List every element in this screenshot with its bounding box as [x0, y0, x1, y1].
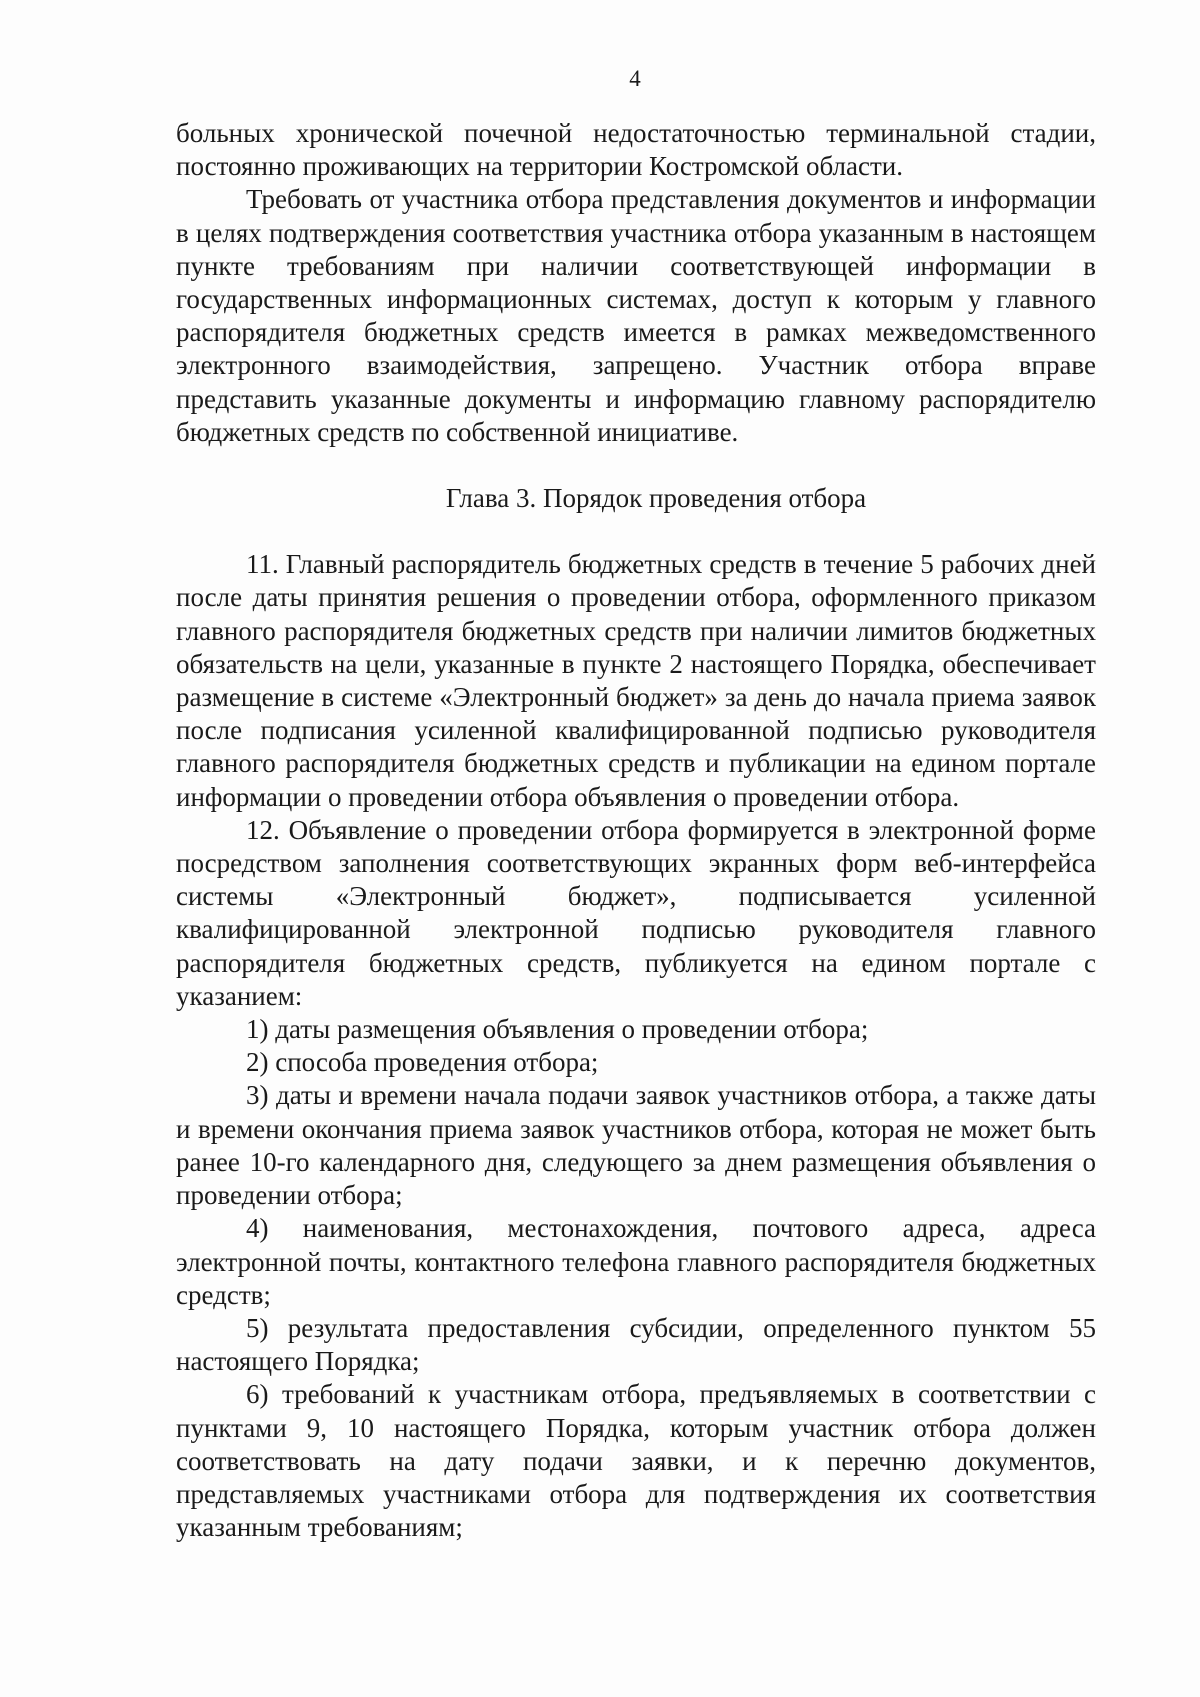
document-body — [176, 117, 1096, 1544]
paragraph-requirement: Требовать от участника отбора представления документов и информации в целях подтверждения соответствия участника отбора указанным в настоящем пункте требованиям при наличии соответствующей информации в государственных информационных системах, доступ к которым у главного распорядителя бюджетных средств имеется в рамках межведомственного электронного взаимодействия, запрещено. Участник отбора вправе представить указанные документы и информацию главному распорядителю бюджетных средств по собственной инициативе. — [176, 184, 1096, 447]
list-item-1: 1) даты размещения объявления о проведении отбора; — [246, 1014, 869, 1045]
paragraph-12: 12. Объявление о проведении отбора формируется в электронной форме посредством заполнения соответствующих экранных форм веб-интерфейса системы «Электронный бюджет», подписывается усиленной квалифицированной электронной подписью руководителя главного распорядителя бюджетных средств, публикуется на едином портале с указанием: — [176, 814, 1096, 1011]
page-number: 4 — [629, 66, 641, 91]
list-item-4: 4) наименования, местонахождения, почтового адреса, адреса электронной почты, контактного телефона главного распорядителя бюджетных средств; — [176, 1213, 1096, 1310]
chapter-heading: Глава 3. Порядок проведения отбора — [445, 483, 867, 514]
list-item-2: 2) способа проведения отбора; — [246, 1047, 599, 1078]
paragraph-continuation: больных хронической почечной недостаточностью терминальной стадии, постоянно проживающих на территории Костромской области. — [176, 118, 1096, 182]
list-item-6: 6) требований к участникам отбора, предъявляемых в соответствии с пунктами 9, 10 настоящего Порядка, которым участник отбора должен соответствовать на дату подачи заявки, и к перечню документов, представляемых участниками отбора для подтверждения их соответствия указанным требованиям; — [176, 1379, 1096, 1543]
paragraph-11: 11. Главный распорядитель бюджетных средств в течение 5 рабочих дней после даты принятия решения о проведении отбора, оформленного приказом главного распорядителя бюджетных средств при наличии лимитов бюджетных обязательств на цели, указанные в пункте 2 настоящего Порядка, обеспечивает размещение в системе «Электронный бюджет» за день до начала приема заявок после подписания усиленной квалифицированной подписью руководителя главного распорядителя бюджетных средств и публикации на едином портале информации о проведении отбора объявления о проведении отбора. — [176, 549, 1096, 812]
list-item-3: 3) даты и времени начала подачи заявок участников отбора, а также даты и времени окончания приема заявок участников отбора, которая не может быть ранее 10-го календарного дня, следующего за днем размещения объявления о проведении отбора; — [176, 1080, 1096, 1211]
list-item-5: 5) результата предоставления субсидии, определенного пунктом 55 настоящего Порядка; — [176, 1312, 1096, 1377]
